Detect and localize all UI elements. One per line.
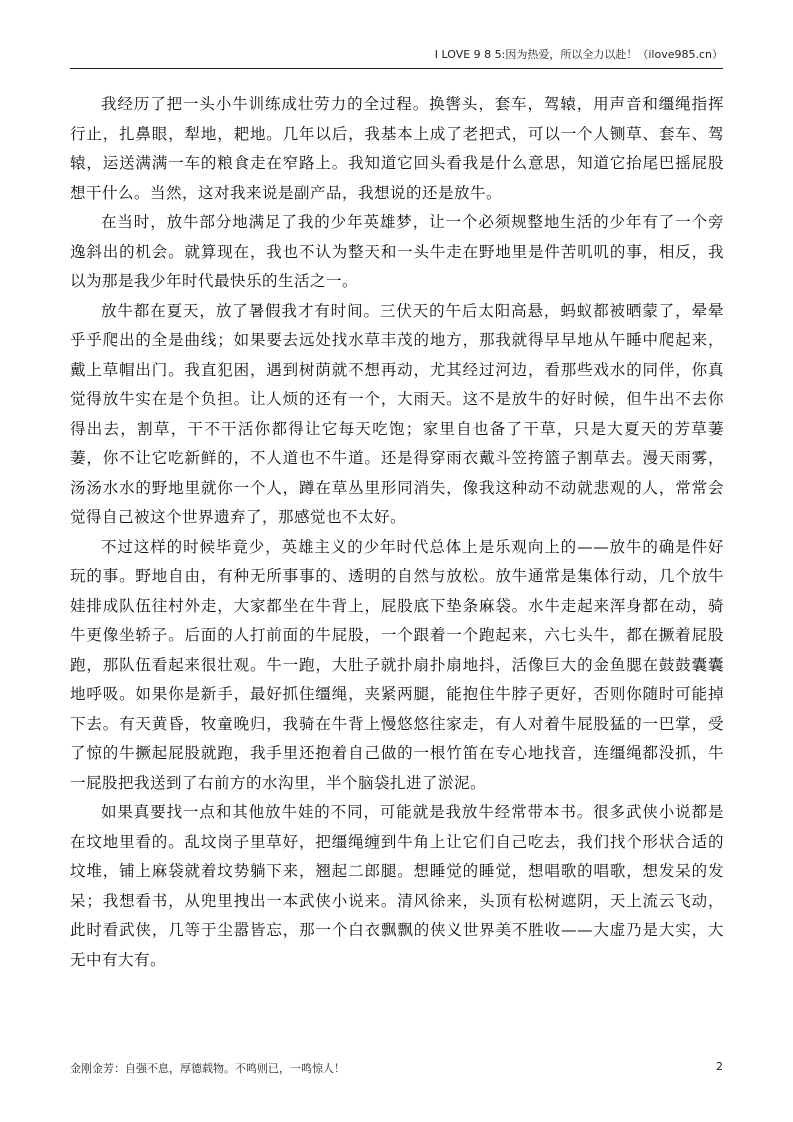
footer-motto: 金刚金芳：自强不息，厚德载物。不鸣则已，一鸣惊人！ <box>70 1062 345 1075</box>
article-body <box>70 90 724 975</box>
header-text: I LOVE 9 8 5:因为热爱，所以全力以赴！（ilove985.cn） <box>434 48 723 61</box>
page-footer <box>70 1060 723 1076</box>
page-number: 2 <box>716 1060 723 1073</box>
paragraph: 我经历了把一头小牛训练成壮劳力的全过程。换辔头，套车，驾辕，用声音和缰绳指挥行止，扎鼻眼，犁地，耙地。几年以后，我基本上成了老把式，可以一个人铡草、套车、驾辕，运送满满一车的粮食走在窄路上。我知道它回头看我是什么意思，知道它抬尾巴摇屁股想干什么。当然，这对我来说是副产品，我想说的还是放牛。 <box>70 95 724 202</box>
paragraph: 在当时，放牛部分地满足了我的少年英雄梦，让一个必须规整地生活的少年有了一个旁逸斜出的机会。就算现在，我也不认为整天和一头牛走在野地里是件苦叽叽的事，相反，我以为那是我少年时代最快乐的生活之一。 <box>70 213 724 290</box>
page-header <box>70 46 723 69</box>
paragraph: 如果真要找一点和其他放牛娃的不同，可能就是我放牛经常带本书。很多武侠小说都是在坟地里看的。乱坟岗子里草好，把缰绳缠到牛角上让它们自己吃去，我们找个形状合适的坟堆，铺上麻袋就着坟势躺下来，翘起二郎腿。想睡觉的睡觉，想唱歌的唱歌，想发呆的发呆；我想看书，从兜里拽出一本武侠小说来。清风徐来，头顶有松树遮阴，天上流云飞动，此时看武侠，几等于尘嚣皆忘，那一个白衣飘飘的侠义世界美不胜收——大虚乃是大实，大无中有大有。 <box>70 803 724 969</box>
paragraph: 放牛都在夏天，放了暑假我才有时间。三伏天的午后太阳高悬，蚂蚁都被晒蒙了，晕晕乎乎爬出的全是曲线；如果要去远处找水草丰茂的地方，那我就得早早地从午睡中爬起来，戴上草帽出门。我直犯困，遇到树荫就不想再动，尤其经过河边，看那些戏水的同伴，你真觉得放牛实在是个负担。让人烦的还有一个，大雨天。这不是放牛的好时候，但牛出不去你得出去，割草，干不干活你都得让它每天吃饱；家里自也备了干草，只是大夏天的芳草萋萋，你不让它吃新鲜的，不人道也不牛道。还是得穿雨衣戴斗笠挎篮子割草去。漫天雨雾，汤汤水水的野地里就你一个人，蹲在草丛里形同消失，像我这种动不动就悲观的人，常常会觉得自己被这个世界遗弃了，那感觉也不太好。 <box>70 301 724 526</box>
paragraph: 不过这样的时候毕竟少，英雄主义的少年时代总体上是乐观向上的——放牛的确是件好玩的事。野地自由，有种无所事事的、透明的自然与放松。放牛通常是集体行动，几个放牛娃排成队伍往村外走，大家都坐在牛背上，屁股底下垫条麻袋。水牛走起来浑身都在动，骑牛更像坐轿子。后面的人打前面的牛屁股，一个跟着一个跑起来，六七头牛，都在撅着屁股跑，那队伍看起来很壮观。牛一跑，大肚子就扑扇扑扇地抖，活像巨大的金鱼腮在鼓鼓囊囊地呼吸。如果你是新手，最好抓住缰绳，夹紧两腿，能抱住牛脖子更好，否则你随时可能掉下去。有天黄昏，牧童晚归，我骑在牛背上慢悠悠往家走，有人对着牛屁股猛的一巴掌，受了惊的牛撅起屁股就跑，我手里还抱着自己做的一根竹笛在专心地找音，连缰绳都没抓，牛一屁股把我送到了右前方的水沟里，半个脑袋扎进了淤泥。 <box>70 537 724 792</box>
